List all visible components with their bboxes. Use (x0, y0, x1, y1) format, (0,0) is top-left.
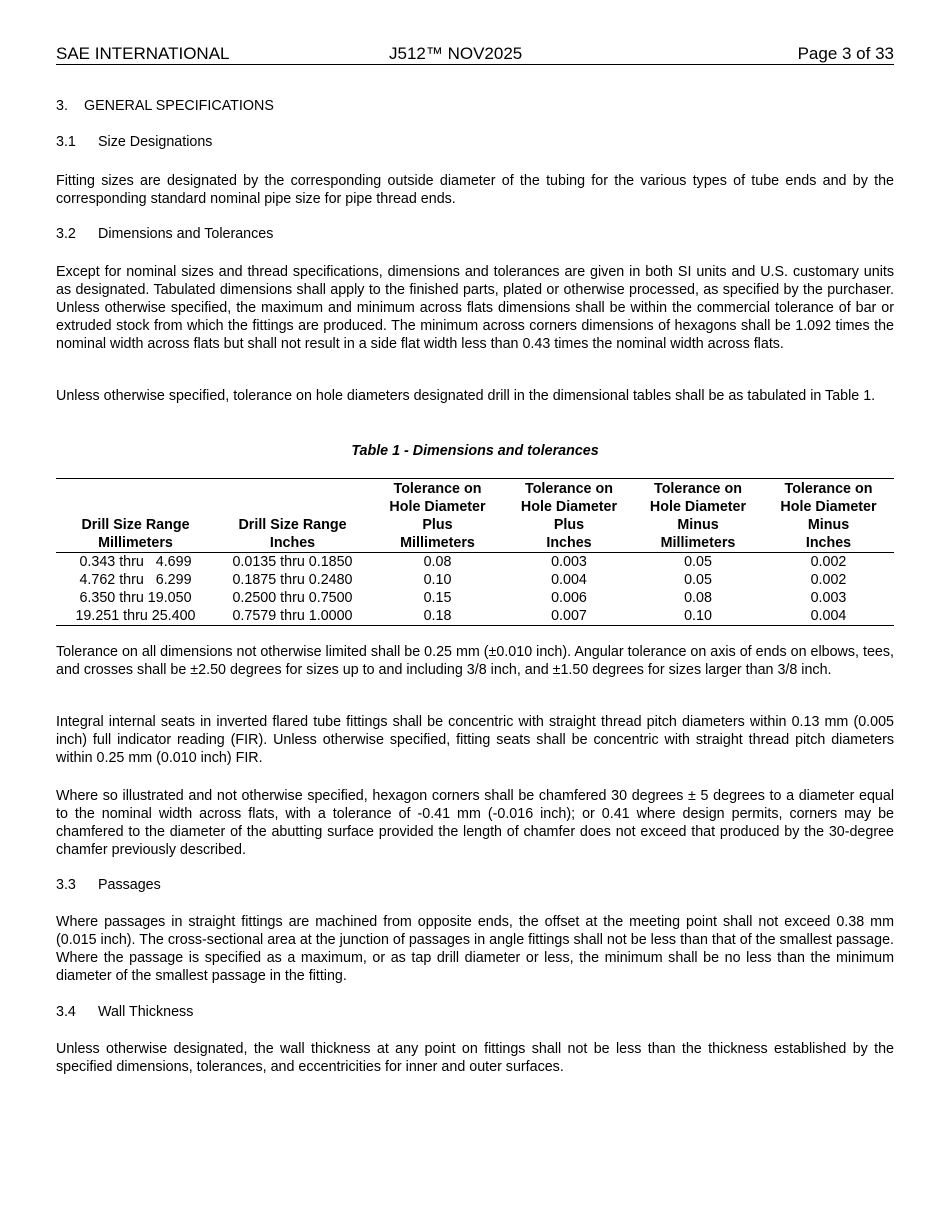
table-cell: 4.762 thru 6.299 (79, 572, 192, 588)
column-header-line: Millimeters (660, 535, 736, 551)
section-3-heading (56, 97, 894, 115)
table-cell: 0.08 (423, 554, 452, 570)
section-3-1-heading (56, 133, 894, 151)
paragraph: Unless otherwise specified, tolerance on hole diameters designated drill in the dimensional tables shall be as tabulated in Table 1. (56, 388, 876, 404)
column-header (633, 479, 763, 553)
header-page-number: Page 3 of 33 (797, 44, 894, 63)
table-cell: 0.004 (810, 608, 847, 624)
paragraph: Integral internal seats in inverted flared tube fittings shall be concentric with straight thread pitch diameters within 0.13 mm (0.005 inch) full indicator reading (FIR). Unless otherwise specified, fitting seats shall be concentric with straight thread pitch diameters within 0.25 mm (0.010 inch) FIR. (56, 714, 894, 766)
table-cell: 0.08 (684, 590, 712, 606)
column-header-line: Minus (807, 517, 850, 533)
table-cell: 0.003 (551, 554, 587, 570)
table-cell: 0.003 (810, 590, 847, 606)
column-header-line: Hole Diameter (389, 499, 486, 515)
table-cell: 0.343 thru 4.699 (79, 554, 192, 570)
paragraph: Where passages in straight fittings are machined from opposite ends, the offset at the meeting point shall not exceed 0.38 mm (0.015 inch). The cross-sectional area at the junction of passages in angle fittings shall not be less than that of the smallest passage. Where the passage is specified as a maximum, or as tap drill diameter or less, the minimum shall be no less than the minimum diameter of the smallest passage in the fitting. (56, 914, 894, 984)
column-header-line: Tolerance on (784, 481, 873, 497)
table-cell: 0.004 (551, 572, 587, 588)
column-header-line: Inches (546, 535, 592, 551)
table-cell: 0.007 (551, 608, 587, 624)
column-header-line: Drill Size Range (81, 517, 190, 533)
column-header-line: Hole Diameter (780, 499, 877, 515)
table-caption: Table 1 - Dimensions and tolerances (351, 443, 599, 459)
column-header-line: Tolerance on (393, 481, 482, 497)
table-cell: 0.2500 thru 0.7500 (232, 590, 353, 606)
table-cell: 0.05 (684, 572, 712, 588)
paragraph: Tolerance on all dimensions not otherwise limited shall be 0.25 mm (±0.010 inch). Angular tolerance on axis of ends on elbows, tees, and crosses shall be ±2.50 degrees for sizes up to and including 3/8 inch, and ±1.50 degrees for sizes larger than 3/8 inch. (56, 644, 894, 678)
section-title: Dimensions and Tolerances (98, 226, 274, 242)
paragraph: Fitting sizes are designated by the corresponding outside diameter of the tubing for the various types of tube ends and by the corresponding standard nominal pipe size for pipe thread ends. (56, 173, 894, 207)
table-cell: 0.006 (551, 590, 587, 606)
section-title: Passages (98, 877, 161, 893)
table-cell: 0.10 (423, 572, 452, 588)
table-cell: 6.350 thru 19.050 (79, 590, 192, 606)
section-number: 3.2 (56, 226, 76, 242)
column-header-line (56, 480, 215, 498)
column-header-line: Millimeters (98, 535, 173, 551)
column-header (56, 479, 215, 553)
page-header (56, 44, 894, 65)
table-cell: 0.10 (684, 608, 712, 624)
table-header-row (56, 479, 894, 553)
table-cell: 0.18 (423, 608, 452, 624)
column-header-line (56, 498, 215, 516)
column-header-line: Hole Diameter (649, 499, 747, 515)
table-cell: 0.002 (810, 554, 847, 570)
table-row (56, 607, 894, 626)
table-row (56, 571, 894, 589)
column-header-line: Millimeters (400, 535, 475, 551)
section-number: 3.1 (56, 134, 76, 150)
section-number: 3.3 (56, 877, 76, 893)
paragraph: Except for nominal sizes and thread specifications, dimensions and tolerances are given in both SI units and U.S. customary units as designated. Tabulated dimensions shall apply to the finished parts, plated or otherwise processed, as specified by the purchaser. Unless otherwise specified, the maximum and minimum across flats dimensions shall be within the commercial tolerance of bar or extruded stock from which the fittings are produced. The minimum across corners dimensions of hexagons shall be 1.092 times the nominal width across flats but shall not result in a side flat width less than 0.43 times the nominal width across flats. (56, 264, 894, 352)
table-row (56, 553, 894, 572)
dimensions-table (56, 478, 894, 626)
table-cell: 0.05 (684, 554, 712, 570)
column-header-line: Hole Diameter (520, 499, 618, 515)
section-3-3-heading (56, 876, 894, 894)
table-cell: 0.1875 thru 0.2480 (232, 572, 353, 588)
table-cell: 0.7579 thru 1.0000 (232, 608, 353, 624)
table-cell: 0.15 (423, 590, 452, 606)
table-cell: 19.251 thru 25.400 (75, 608, 196, 624)
header-doc-id: J512™ NOV2025 (389, 44, 523, 63)
column-header-line (215, 498, 370, 516)
section-3-4-heading (56, 1003, 894, 1021)
column-header-line: Plus (422, 517, 453, 533)
column-header-line: Inches (269, 535, 316, 551)
column-header (215, 479, 370, 553)
section-number: 3. (56, 98, 68, 114)
column-header-line: Tolerance on (654, 481, 742, 497)
section-title: GENERAL SPECIFICATIONS (84, 98, 274, 114)
header-org: SAE INTERNATIONAL (56, 44, 230, 63)
column-header (505, 479, 633, 553)
paragraph: Where so illustrated and not otherwise specified, hexagon corners shall be chamfered 30 degrees ± 5 degrees to a diameter equal to the nominal width across flats, with a tolerance of -0.41 mm (-0.016 inch); or 0.41 where design permits, corners may be chamfered to the diameter of the abutting surface provided the length of chamfer does not exceed that produced by the 30-degree chamfer previously described. (56, 788, 894, 858)
column-header (763, 479, 894, 553)
table-cell: 0.0135 thru 0.1850 (232, 554, 353, 570)
section-number: 3.4 (56, 1004, 76, 1020)
column-header-line: Inches (805, 535, 852, 551)
column-header-line: Tolerance on (525, 481, 613, 497)
table-row (56, 589, 894, 607)
column-header-line: Plus (553, 517, 585, 533)
section-title: Size Designations (98, 134, 213, 150)
column-header-line: Drill Size Range (238, 517, 347, 533)
paragraph: Unless otherwise designated, the wall thickness at any point on fittings shall not be less than the thickness established by the specified dimensions, tolerances, and eccentricities for inner and outer surfaces. (56, 1041, 894, 1075)
table-cell: 0.002 (810, 572, 847, 588)
section-3-2-heading (56, 225, 894, 243)
section-title: Wall Thickness (98, 1004, 194, 1020)
column-header-line (215, 480, 370, 498)
column-header (370, 479, 505, 553)
column-header-line: Minus (677, 517, 719, 533)
